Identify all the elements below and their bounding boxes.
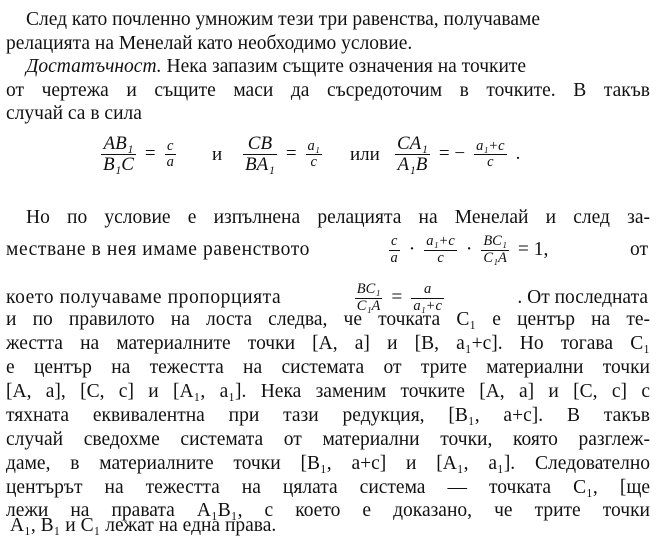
dot-operator: · [465, 239, 473, 260]
denominator: C₁A [483, 249, 507, 266]
numerator: a₁+c [476, 137, 505, 154]
denominator: A₁B [397, 153, 428, 175]
numerator: CA₁ [397, 133, 428, 154]
equation-1 [98, 134, 179, 175]
word-and [206, 144, 228, 166]
period: . [515, 143, 521, 165]
conjunction: и [212, 144, 223, 165]
denominator: C₁A [356, 297, 381, 314]
text-line: тяхната еквивалентна при тази редукция, [B₁, a+c]. В такъв [6, 405, 650, 426]
equation-row [0, 130, 656, 190]
numerator: a₁ [307, 137, 320, 154]
numerator: c [165, 139, 176, 155]
fraction [101, 134, 136, 175]
equals-sign: = [144, 143, 156, 165]
section-heading: Достатъчност. [26, 56, 162, 77]
inline-equation [386, 234, 555, 265]
text-line [26, 55, 650, 79]
numerator: BC₁ [483, 233, 507, 250]
equation-3 [392, 134, 526, 175]
denominator: c [310, 153, 317, 170]
fraction [389, 234, 400, 265]
numerator: BC₁ [356, 281, 381, 298]
text-line: даме, в материалните точки [B₁, a+c] и [A₁, a₁]. Следователно [6, 453, 650, 474]
numerator: CB [243, 134, 277, 155]
text-span: което получаваме пропорцията [6, 287, 282, 308]
text-line: релацията на Менелай като необходимо условие. [6, 33, 413, 54]
numerator: a [411, 282, 444, 298]
text-line: A₁, B₁ и C₁ лежат на една права. [10, 515, 277, 536]
fraction [481, 234, 509, 265]
denominator: c [437, 249, 444, 266]
denominator: c [487, 153, 494, 170]
denominator: a [166, 153, 174, 170]
text-line: Но по условие е изпълнена релацията на Менелай и след за- [26, 207, 650, 228]
fraction [243, 134, 277, 175]
text-line: от чертежа и същите маси да съсредоточим в точките. В такъв [6, 80, 650, 101]
conjunction: или [350, 144, 380, 165]
denominator: a [390, 249, 398, 266]
equals-sign: = [391, 287, 403, 308]
equation-2 [240, 134, 325, 175]
equals-sign: = − [438, 143, 466, 165]
denominator: BA₁ [245, 153, 275, 175]
fraction [474, 139, 507, 170]
text-line: жестта на материалните точки [A, a] и [B, a₁+c]. Но тогава C₁ [6, 333, 650, 354]
text-line: центърът на тежестта на цялата система — точката C₁, [ще [6, 477, 650, 498]
fraction [395, 134, 430, 175]
fraction [165, 139, 176, 170]
fraction [424, 234, 457, 265]
numerator: a₁+c [426, 233, 455, 250]
word-or [344, 144, 386, 166]
equals-one: = 1, [517, 239, 549, 260]
numerator: c [389, 234, 400, 250]
text-span: . От последната [517, 287, 648, 308]
text-line: е център на тежестта на системата от трите материални точки [6, 357, 650, 378]
numerator: AB₁ [101, 134, 136, 155]
denominator: a₁+c [413, 297, 442, 314]
text-line: случай сведохме системата от материални точки, която разглеж- [6, 429, 650, 450]
text-line: [A, a], [C, c] и [A₁, a₁]. Нека заменим точките [A, a] и [C, c] с [6, 381, 650, 402]
text-span: от [629, 239, 648, 260]
equals-sign: = [285, 143, 297, 165]
text-line: лежи на правата A₁B₁, с което е доказано, че трите точки [6, 500, 650, 521]
denominator: B₁C [103, 153, 134, 175]
text-span: местване в нея имаме равенството [6, 239, 310, 260]
dot-operator: · [408, 239, 416, 260]
text-line: След като почленно умножим тези три равенства, получаваме [26, 9, 541, 30]
text-line: и по правилото на лоста следва, че точката C₁ е център на те- [6, 309, 650, 330]
text-line-with-equation [6, 228, 648, 272]
text-span: Нека запазим същите означения на точките [161, 56, 527, 77]
fraction [306, 139, 322, 170]
text-line: случай са в сила [6, 103, 142, 124]
